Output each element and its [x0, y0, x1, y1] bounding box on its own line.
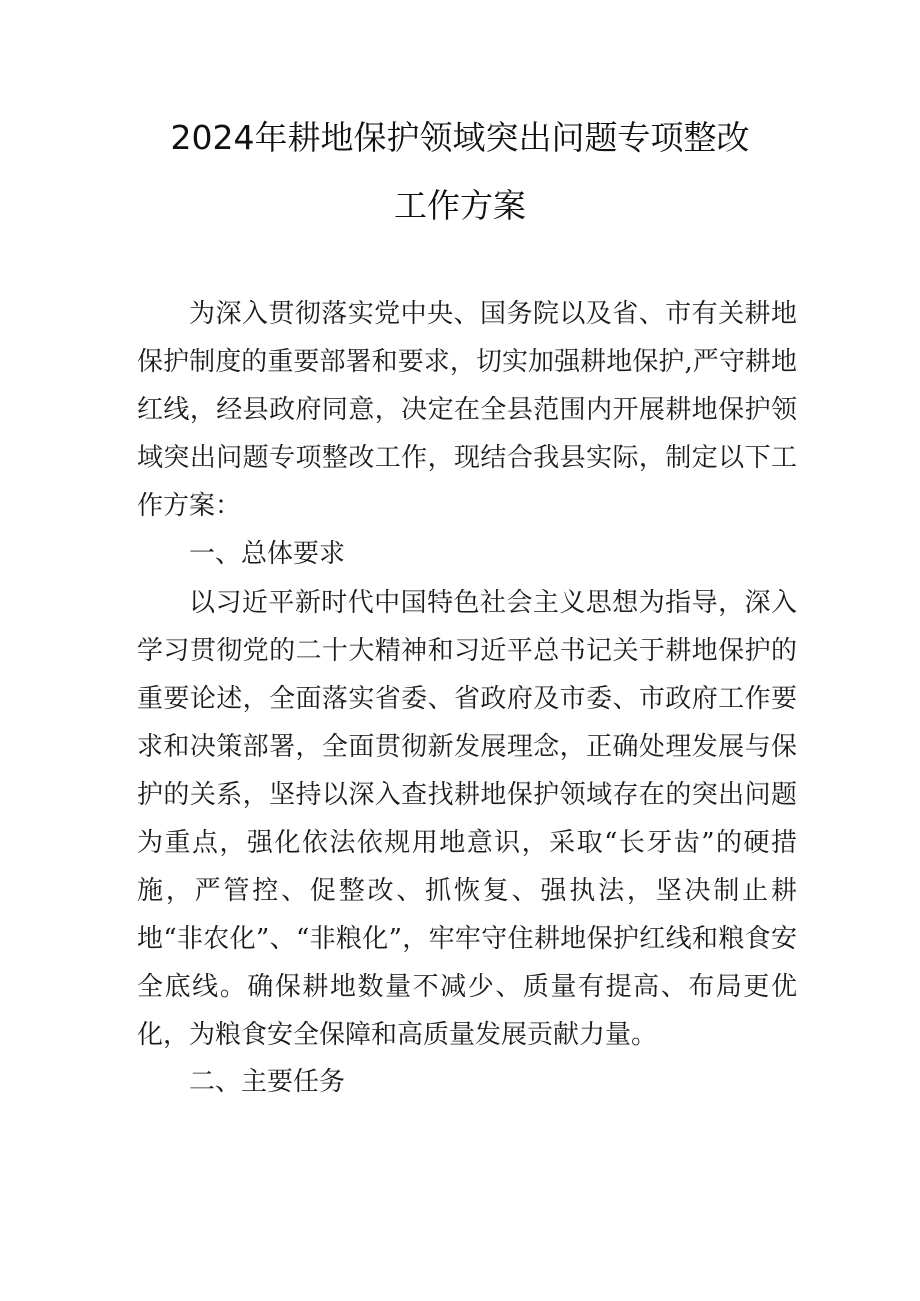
intro-paragraph: 为深入贯彻落实党中央、国务院以及省、市有关耕地保护制度的重要部署和要求，切实加强耕地保护,严守耕地红线，经县政府同意，决定在全县范围内开展耕地保护领域突出问题专项整改工作，现结合我县实际，制定以下工作方案：	[137, 299, 797, 521]
section-heading-general-requirements: 一、总体要求	[189, 539, 346, 569]
section-heading-main-tasks: 二、主要任务	[189, 1067, 346, 1097]
general-requirements-paragraph: 以习近平新时代中国特色社会主义思想为指导，深入学习贯彻党的二十大精神和习近平总书记关于耕地保护的重要论述，全面落实省委、省政府及市委、市政府工作要求和决策部署，全面贯彻新发展理念，正确处理发展与保护的关系，坚持以深入查找耕地保护领域存在的突出问题为重点，强化依法依规用地意识，采取“长牙齿”的硬措施，严管控、促整改、抓恢复、强执法，坚决制止耕地“非农化”、“非粮化”，牢牢守住耕地保护红线和粮食安全底线。确保耕地数量不减少、质量有提高、布局更优化，为粮食安全保障和高质量发展贡献力量。	[137, 588, 797, 1050]
document-title-line-1: 2024年耕地保护领域突出问题专项整改	[170, 118, 750, 157]
document-title-line-2: 工作方案	[394, 186, 526, 225]
